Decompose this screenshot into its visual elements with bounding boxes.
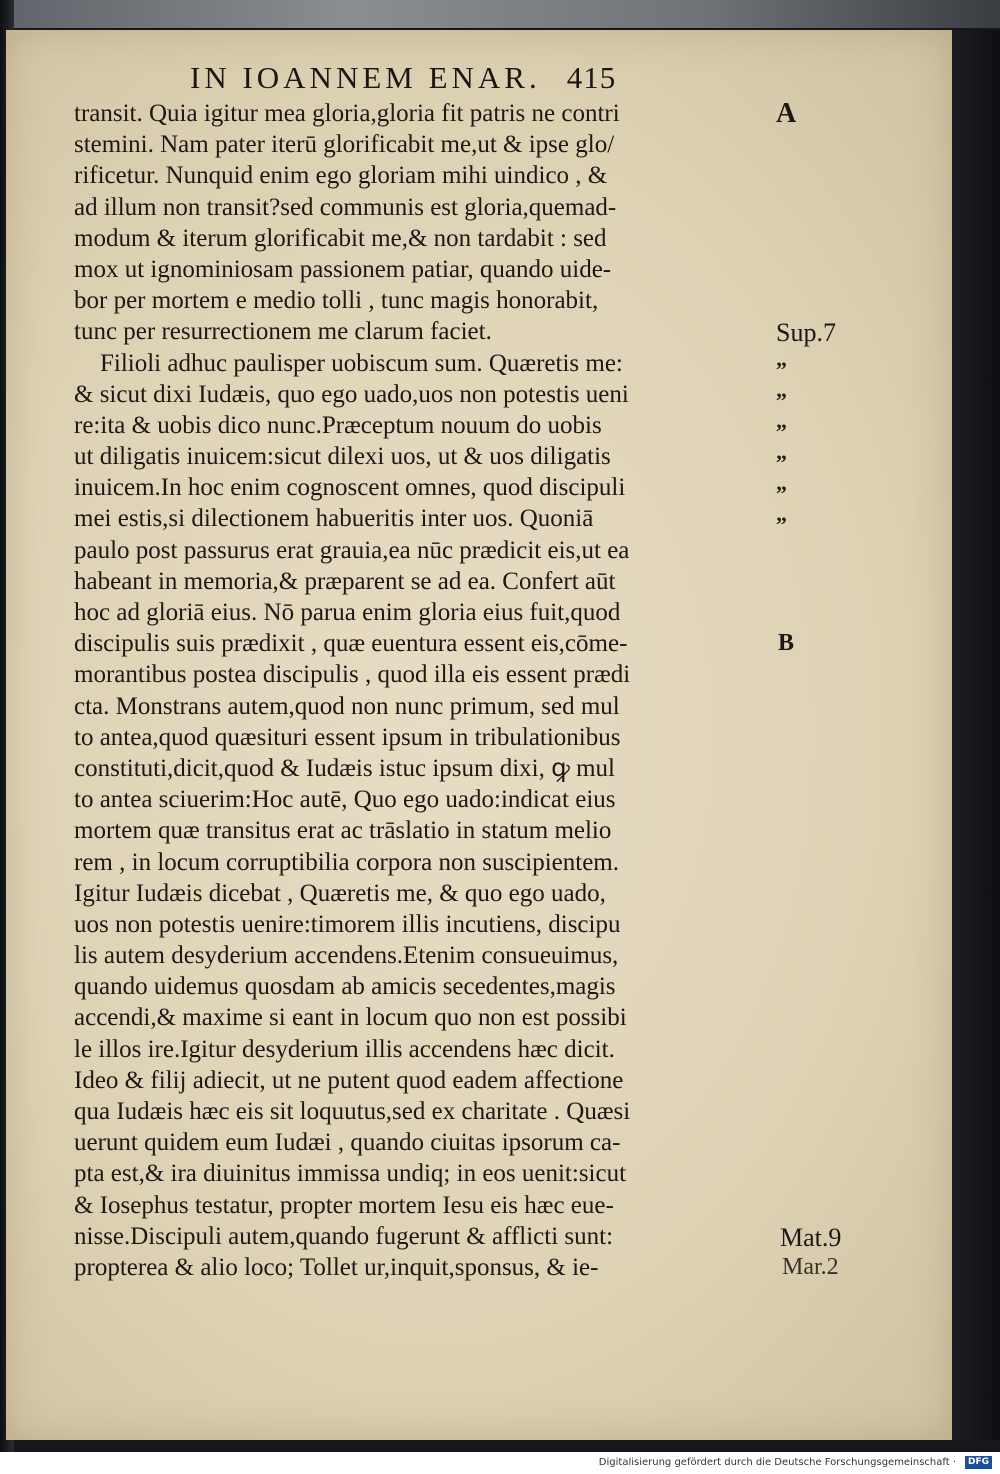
text-line: uerunt quidem eum Iudæi , quando ciuitas ipsorum ca-: [74, 1129, 621, 1157]
text-line: tunc per resurrectionem me clarum faciet.: [74, 318, 492, 346]
text-line: paulo post passurus erat grauia,ea nūc prædicit eis,ut ea: [74, 536, 630, 564]
text-line: ad illum non transit?sed communis est gloria,quemad-: [74, 193, 617, 221]
text-line: constituti,dicit,quod & Iudæis istuc ipsum dixi, ꝙ mul: [74, 754, 616, 782]
body-text: [74, 98, 774, 1283]
text-line: rificetur. Nunquid enim ego gloriam mihi uindico , &: [74, 162, 608, 190]
margin-quote-mark: „: [776, 439, 787, 464]
text-line: rem , in locum corruptibilia corpora non suscipientem.: [74, 848, 619, 876]
running-head-title: IN IOANNEM ENAR.: [190, 60, 541, 95]
text-line: Ideo & filij adiecit, ut ne putent quod eadem affectione: [74, 1066, 624, 1094]
dfg-logo-icon: DFG: [965, 1456, 992, 1469]
scan-right-edge: [952, 30, 1000, 1440]
margin-section-b: B: [778, 630, 795, 656]
text-line: hoc ad gloriā eius. Nō parua enim gloria eius fuit,quod: [74, 599, 621, 626]
text-line: le illos ire.Igitur desyderium illis accendens hæc dicit.: [74, 1035, 615, 1063]
text-line: stemini. Nam pater iterū glorificabit me,ut & ipse glo/: [74, 131, 615, 159]
text-line: & sicut dixi Iudæis, quo ego uado,uos non potestis ueni: [74, 380, 629, 408]
text-line: cta. Monstrans autem,quod non nunc primum, sed mul: [74, 692, 620, 720]
margin-ref-mat: Mat.9: [780, 1223, 842, 1252]
text-line: bor per mortem e medio tolli , tunc magis honorabit,: [74, 287, 599, 315]
text-line: ut diligatis inuicem:sicut dilexi uos, ut & uos diligatis: [74, 443, 611, 471]
margin-ref-sup: Sup.7: [776, 318, 836, 347]
text-line: modum & iterum glorificabit me,& non tardabit : sed: [74, 224, 607, 252]
text-line: & Iosephus testatur, propter mortem Iesu eis hæc eue-: [74, 1191, 614, 1219]
text-line: Filioli adhuc paulisper uobiscum sum. Quæretis me:: [100, 349, 623, 377]
margin-quote-mark: „: [776, 377, 787, 402]
margin-quote-mark: „: [776, 501, 787, 526]
text-line: propterea & alio loco; Tollet ur,inquit,sponsus, & ie-: [74, 1253, 599, 1281]
text-line: Igitur Iudæis dicebat , Quæretis me, & quo ego uado,: [74, 879, 606, 907]
text-line: mox ut ignominiosam passionem patiar, quando uide-: [74, 255, 612, 283]
text-line: re:ita & uobis dico nunc.Præceptum nouum do uobis: [74, 411, 602, 439]
text-line: habeant in memoria,& præparent se ad ea. Confert aūt: [74, 567, 616, 595]
footer-bar: [0, 1452, 1000, 1474]
text-line: accendi,& maxime si eant in locum quo non est possibi: [74, 1004, 627, 1032]
text-line: lis autem desyderium accendens.Etenim consueuimus,: [74, 942, 619, 970]
margin-quote-mark: „: [776, 346, 787, 371]
margin-ref-mar: Mar.2: [782, 1254, 839, 1280]
text-line: uos non potestis uenire:timorem illis incutiens, discipu: [74, 910, 621, 938]
running-head: [190, 60, 750, 96]
text-line: quando uidemus quosdam ab amicis secedentes,magis: [74, 973, 616, 1001]
folio-number: 415: [566, 60, 617, 95]
text-line: qua Iudæis hæc eis sit loquutus,sed ex charitate . Quæsi: [74, 1098, 631, 1125]
margin-quote-mark: „: [776, 408, 787, 433]
text-line: to antea,quod quæsituri essent ipsum in tribulationibus: [74, 723, 621, 751]
text-line: to antea sciuerim:Hoc autē, Quo ego uado:indicat eius: [74, 786, 616, 814]
text-line: discipulis suis prædixit , quæ euentura essent eis,cōme-: [74, 630, 628, 658]
margin-quote-mark: „: [776, 470, 787, 495]
text-line: inuicem.In hoc enim cognoscent omnes, quod discipuli: [74, 474, 626, 502]
margin-section-a: A: [776, 98, 797, 129]
text-line: mei estis,si dilectionem habueritis inter uos. Quoniā: [74, 505, 594, 533]
text-line: morantibus postea discipulis , quod illa eis essent prædi: [74, 661, 631, 689]
text-line: nisse.Discipuli autem,quando fugerunt & afflicti sunt:: [74, 1222, 614, 1250]
text-line: transit. Quia igitur mea gloria,gloria fit patris ne contri: [74, 100, 620, 127]
footer-credit: Digitalisierung gefördert durch die Deutsche Forschungsgemeinschaft ·: [598, 1457, 956, 1468]
text-line: pta est,& ira diuinitus immissa undiq; in eos uenit:sicut: [74, 1160, 627, 1188]
scan-top-strip: [0, 0, 1000, 28]
text-line: mortem quæ transitus erat ac trāslatio in statum melio: [74, 817, 612, 845]
